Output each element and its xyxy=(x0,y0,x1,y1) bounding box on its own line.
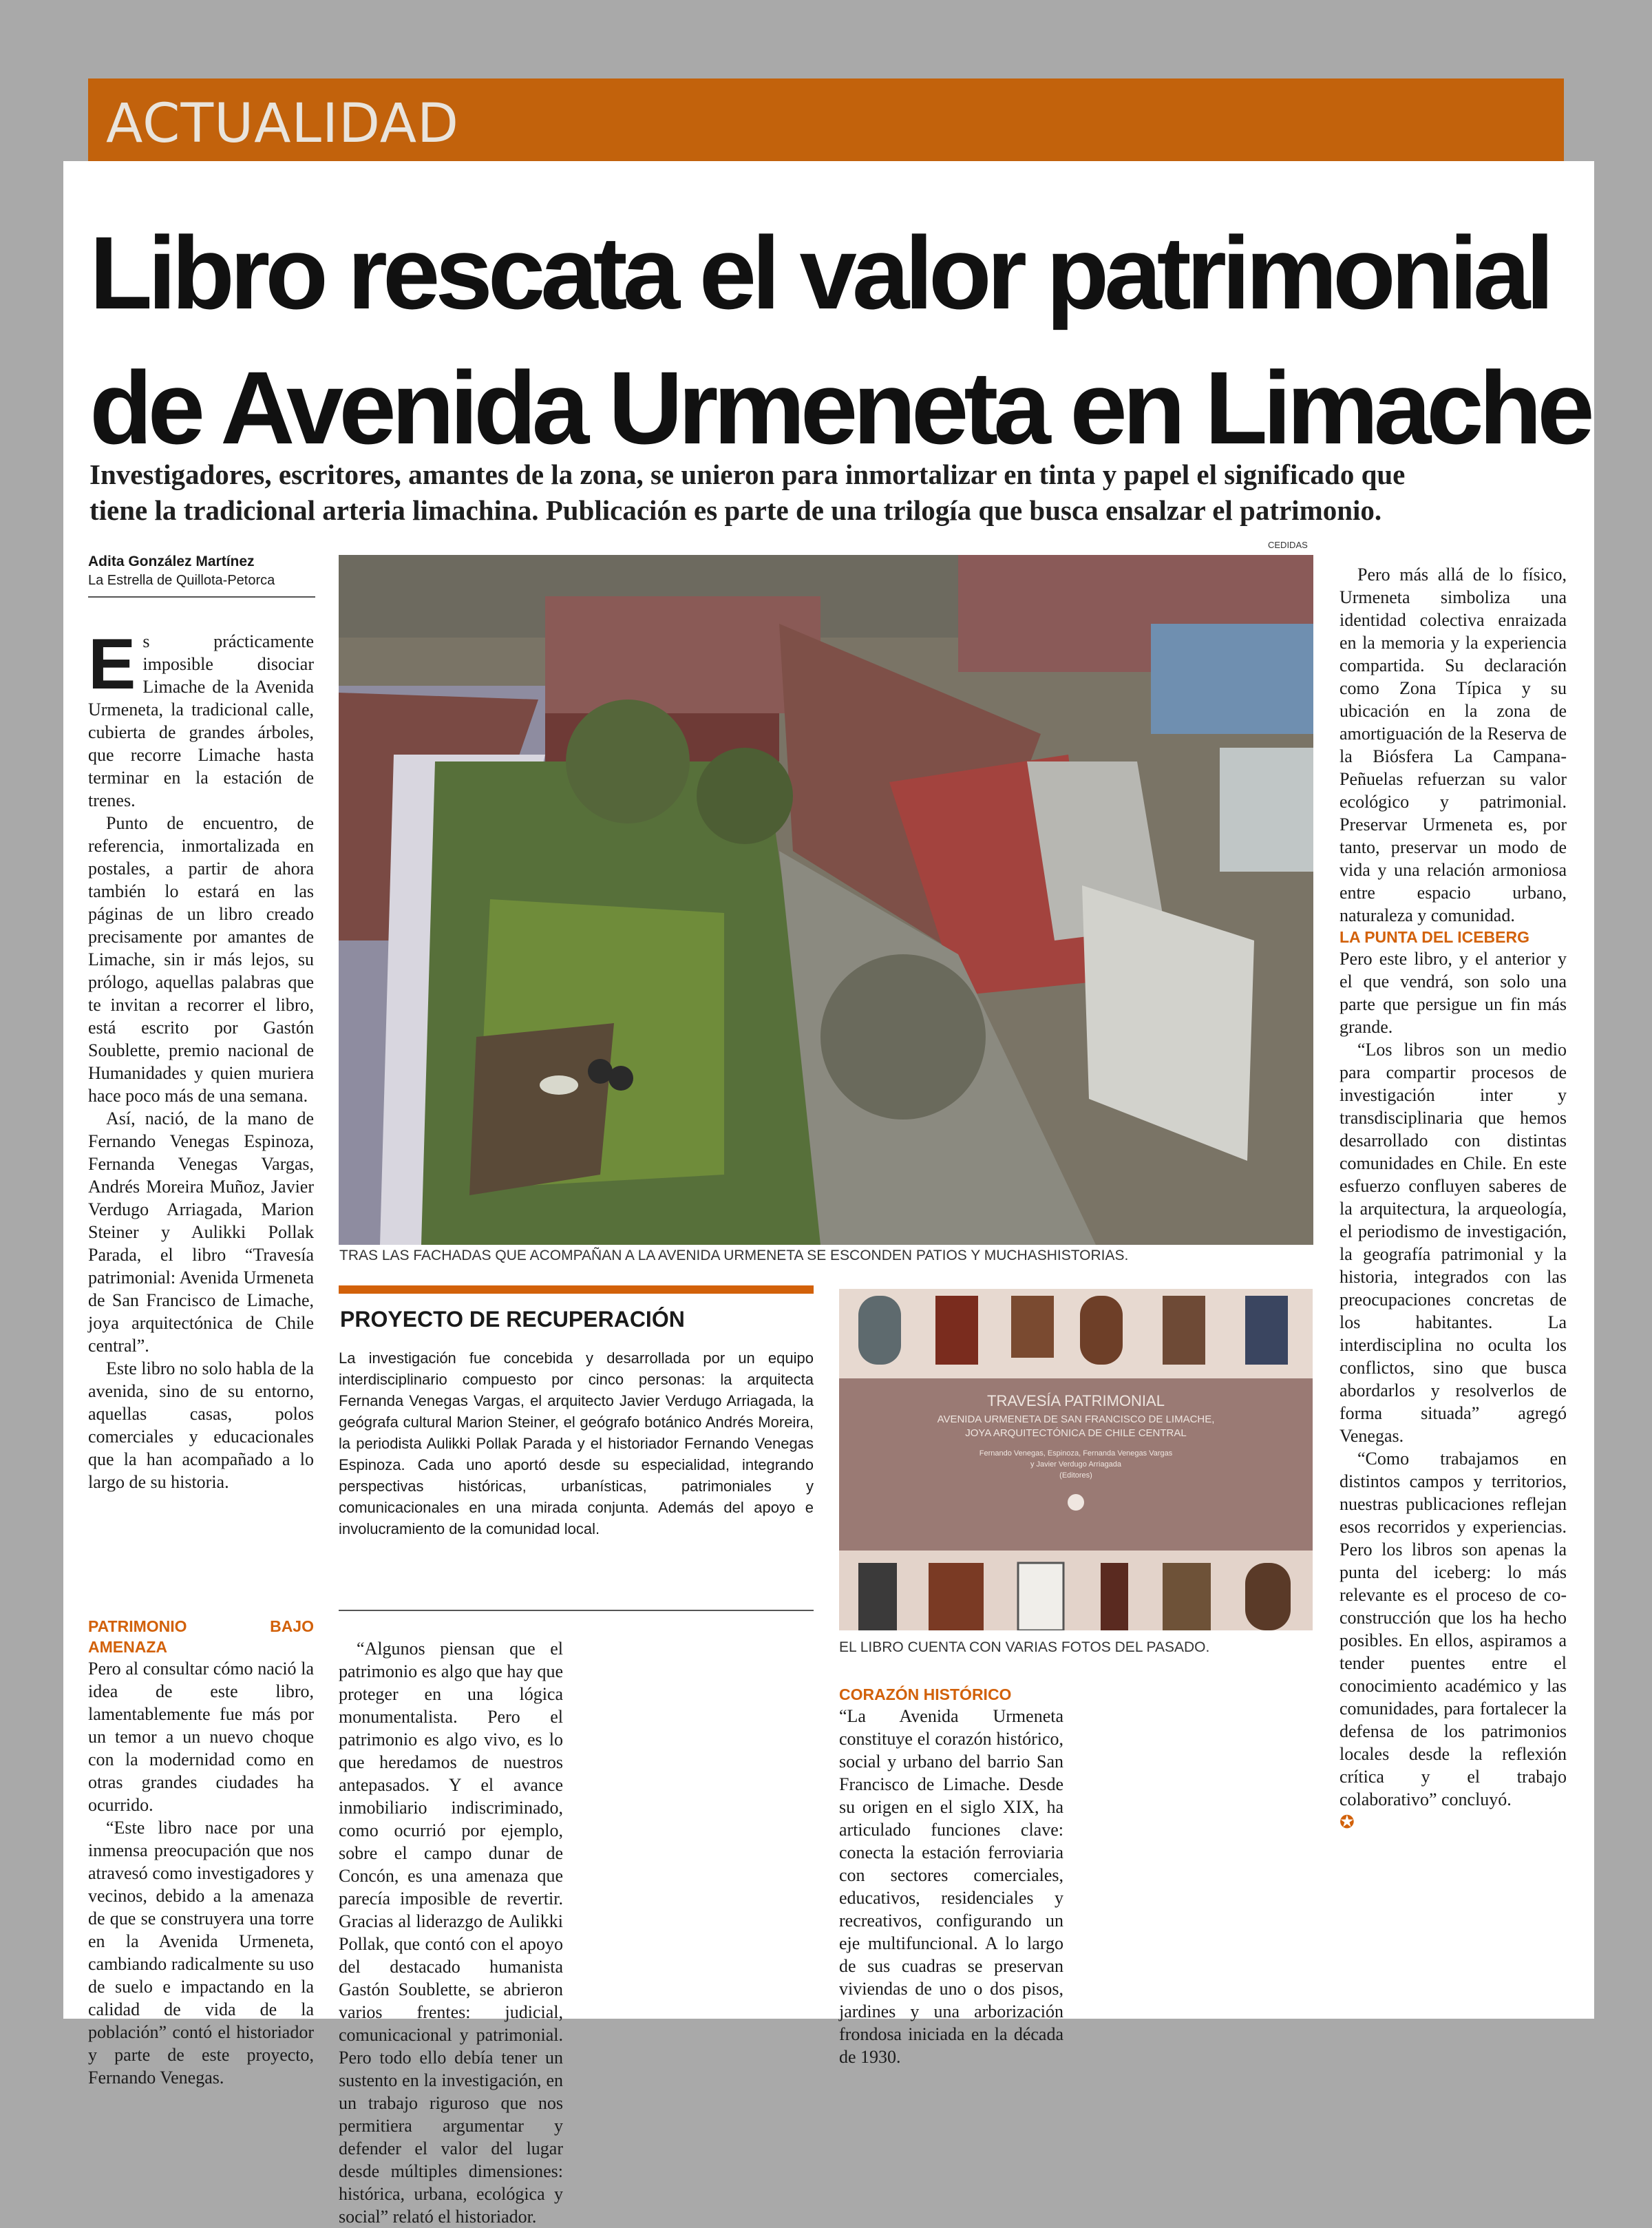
book-subtitle-2: JOYA ARQUITECTÓNICA DE CHILE CENTRAL xyxy=(965,1427,1187,1439)
paragraph-1: s prácticamente imposible disociar Limache de la Avenida Urmeneta, la tradicional calle, cubierta de grandes árboles, que recorre Limache hasta terminar en la estación de trenes. xyxy=(88,631,314,810)
deck xyxy=(89,456,1535,528)
byline-publication: La Estrella de Quillota-Petorca xyxy=(88,573,275,588)
paragraph-11: “Los libros son un medio para compartir procesos de investigación inter y transdisciplinaria que hemos desarrollado con distintas comunidades en Chile. En este esfuerzo confluyen saberes de la arquitectura, la arqueología, el periodismo de investigación, la geografía patrimonial y la historia, integrados con las preocupaciones concretas de los habitantes. La interdisciplina no oculta los conflictos, sino que busca abordarlos y resolverlos de forma situada” agregó Venegas. xyxy=(1339,1040,1567,1446)
box-body: La investigación fue concebida y desarrollada por un equipo interdisciplinario compuesto por cinco personas: la arquitecta Fernanda Venegas Vargas, el arquitecto Javier Verdugo Arriagada, la geógrafa cultural Marion Steiner, el geógrafo botánico Andrés Moreira, la periodista Aulikki Pollak Parada y el historiador Fernando Venegas Espinoza. Cada uno aportó desde su especialidad, integrando perspectivas históricas, urbanísticas, patrimoniales y comunicacionales en una mirada conjunta. Además del apoyo e involucramiento de la comunidad local. xyxy=(339,1349,814,1537)
box-title: PROYECTO DE RECUPERACIÓN xyxy=(340,1307,685,1332)
paragraph-10: Pero este libro, y el anterior y el que vendrá, son solo una parte que persigue un fin más grande. xyxy=(1339,949,1567,1037)
headline-line-1: Libro rescata el valor patrimonial xyxy=(89,215,1550,330)
drop-cap: E xyxy=(88,624,136,704)
book-cover-illustration xyxy=(839,1289,1313,1630)
article-column-1-lower xyxy=(88,1616,314,2089)
book-title: TRAVESÍA PATRIMONIAL xyxy=(987,1392,1165,1409)
book-authors-2: y Javier Verdugo Arriagada xyxy=(1030,1460,1122,1469)
byline-author: Adita González Martínez xyxy=(88,554,255,569)
paragraph-7: “Algunos piensan que el patrimonio es algo que hay que proteger en una lógica monumentalista. Pero el patrimonio es algo vivo, es lo que heredamos de nuestros antepasados. Y el avance inmobiliario indiscriminado, como ocurrió por ejemplo, sobre el campo dunar de Concón, es una amenaza que parecía imposible de revertir. Gracias al liderazgo de Aulikki Pollak, que contó con el apoyo del destacado humanista Gastón Soublette, se abrieron varios frentes: judicial, comunicacional y patrimonial. Pero todo ello debía tener un sustento en la investigación, en un trabajo riguroso que nos permitiera argumentar y defender el valor del lugar desde múltiples dimensiones: histórica, urbana, ecológica y social” relató el historiador. xyxy=(339,1639,563,2227)
box-accent-bar xyxy=(339,1285,814,1294)
paragraph-4: Este libro no solo habla de la avenida, sino de su entorno, aquellas casas, polos comerciales y educacionales que la han acompañado a lo largo de su historia. xyxy=(88,1358,314,1492)
byline xyxy=(88,552,315,598)
article-column-4 xyxy=(839,1684,1063,2068)
end-mark-icon: ✪ xyxy=(1339,1812,1355,1833)
headline xyxy=(89,205,1590,475)
book-editors: (Editores) xyxy=(1059,1471,1092,1480)
subhead-patrimonio: PATRIMONIO BAJO AMENAZA xyxy=(88,1617,314,1656)
paragraph-3: Así, nació, de la mano de Fernando Venegas Espinoza, Fernanda Venegas Vargas, Andrés Moreira Muñoz, Javier Verdugo Arriagada, Marion Steiner y Aulikki Pollak Parada, el libro “Travesía patrimonial: Avenida Urmeneta de San Francisco de Limache, joya arquitectónica de Chile central”. xyxy=(88,1108,314,1356)
paragraph-6: “Este libro nace por una inmensa preocupación que nos atravesó como investigadores y vecinos, debido a la amenaza de que se construyera una torre en la Avenida Urmeneta, cambiando radicalmente su uso de suelo e impactando en la calidad de vida de la población” contó el historiador y parte de este proyecto, Fernando Venegas. xyxy=(88,1818,314,2088)
paragraph-12: “Como trabajamos en distintos campos y territorios, nuestras publicaciones reflejan esos recorridos y experiencias. Pero los libros son apenas la punta del iceberg: lo más relevante es el proceso de co-construcción que los ha hecho posibles. En ellos, aspiramos a tender puentes entre el conocimiento académico y las comunidades, para fortalecer la defensa de los patrimonios locales desde la reflexión crítica y el trabajo colaborativo” concluyó. xyxy=(1339,1449,1567,1809)
deck-line-1: Investigadores, escritores, amantes de la zona, se unieron para inmortalizar en tinta y papel el significado que xyxy=(89,459,1406,490)
photo-credit: CEDIDAS xyxy=(1268,540,1308,550)
paragraph-9: Pero más allá de lo físico, Urmeneta simboliza una identidad colectiva enraizada en la memoria y la experiencia compartida. Su declaración como Zona Típica y su ubicación en la zona de amortiguación de la Reserva de la Biósfera La Campana-Peñuelas refuerzan su valor ecológico y patrimonial. Preservar Urmeneta es, por tanto, preservar un modo de vida y una relación armoniosa entre espacio urbano, naturaleza y comunidad. xyxy=(1339,565,1567,925)
book-caption: EL LIBRO CUENTA CON VARIAS FOTOS DEL PASADO. xyxy=(839,1639,1210,1655)
deck-line-2: tiene la tradicional arteria limachina. Publicación es parte de una trilogía que busca ensalzar el patrimonio. xyxy=(89,494,1382,526)
aerial-photo xyxy=(339,555,1313,1245)
book-subtitle-1: AVENIDA URMENETA DE SAN FRANCISCO DE LIMACHE, xyxy=(937,1413,1215,1425)
article-column-6 xyxy=(1339,563,1567,1834)
paragraph-5: Pero al consultar cómo nació la idea de este libro, lamentablemente fue más por un temor a un nuevo choque con la modernidad como en otras grandes ciudades ha ocurrido. xyxy=(88,1659,314,1815)
book-cover-image xyxy=(839,1289,1313,1630)
section-label: ACTUALIDAD xyxy=(106,93,460,155)
article-column-1 xyxy=(88,624,314,1493)
book-logo-icon xyxy=(1068,1494,1084,1511)
subhead-corazon: CORAZÓN HISTÓRICO xyxy=(839,1685,1012,1703)
section-band xyxy=(88,78,1564,169)
paragraph-2: Punto de encuentro, de referencia, inmortalizada en postales, a partir de ahora también lo estará en las páginas de un libro creado precisamente por amantes de Limache, sin ir más lejos, su prólogo, aquellas palabras que te invitan a recorrer el libro, está escrito por Gastón Soublette, premio nacional de Humanidades y quien muriera hace poco más de una semana. xyxy=(88,813,314,1106)
paragraph-8: “La Avenida Urmeneta constituye el corazón histórico, social y urbano del barrio San Francisco de Limache. Desde su origen en el siglo XIX, ha articulado funciones clave: conecta la estación ferroviaria con sectores comerciales, educativos, residenciales y recreativos, configurando un eje multifuncional. A lo largo de sus cuadras se preservan viviendas de uno o dos pisos, jardines y una arborización frondosa iniciada en la década de 1930. xyxy=(839,1706,1063,2067)
headline-line-2: de Avenida Urmeneta en Limache xyxy=(89,350,1590,465)
article-column-2 xyxy=(339,1637,563,2228)
photo-caption: TRAS LAS FACHADAS QUE ACOMPAÑAN A LA AVENIDA URMENETA SE ESCONDEN PATIOS Y MUCHASHISTORIAS. xyxy=(339,1248,1129,1263)
box-bottom-rule xyxy=(339,1610,814,1611)
subhead-iceberg: LA PUNTA DEL ICEBERG xyxy=(1339,928,1530,946)
aerial-photo-illustration xyxy=(339,555,1313,1245)
book-authors-1: Fernando Venegas, Espinoza, Fernanda Venegas Vargas xyxy=(979,1449,1173,1458)
